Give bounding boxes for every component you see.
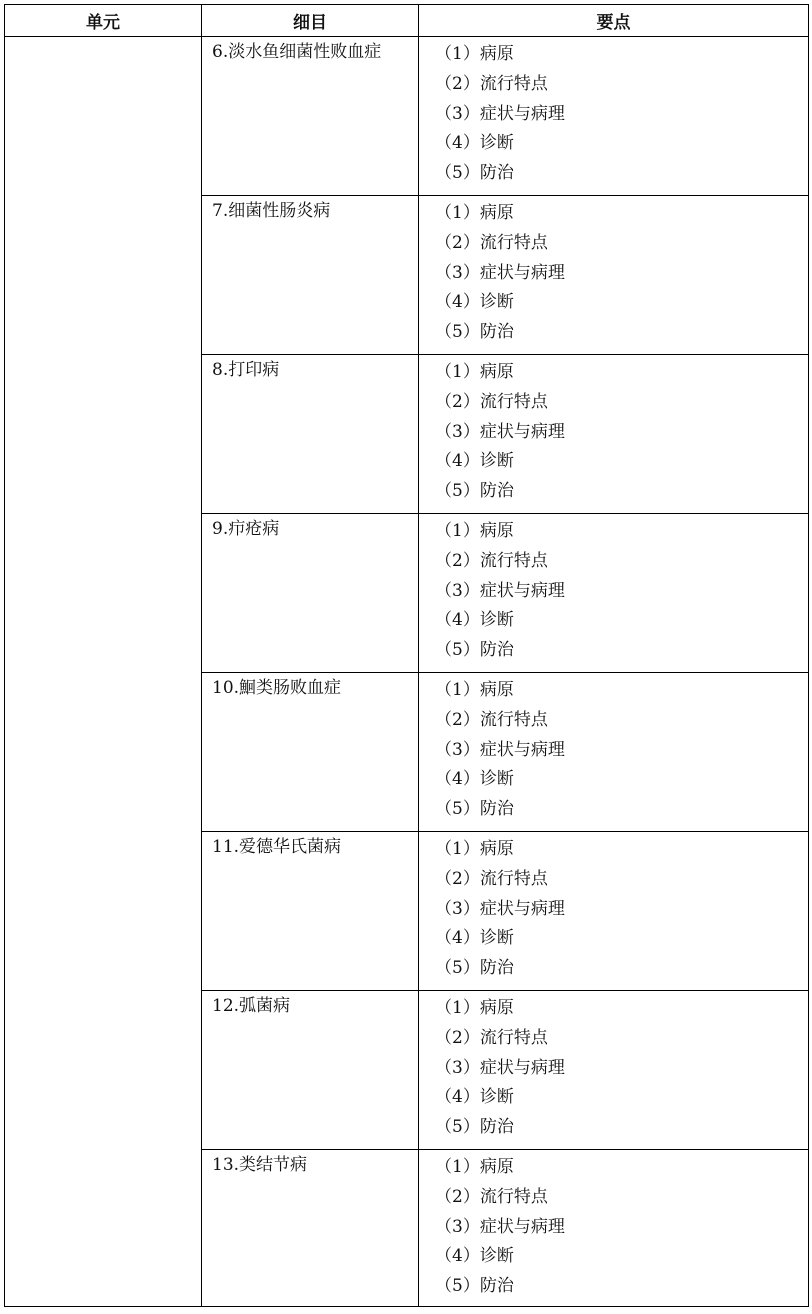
points-cell <box>419 514 809 673</box>
point-item: （2）流行特点 <box>435 1027 548 1048</box>
point-item: （1）病原 <box>435 203 514 223</box>
header-points: 要点 <box>419 5 809 37</box>
points-list <box>419 514 808 666</box>
points-cell <box>419 355 809 514</box>
points-list <box>419 673 808 825</box>
points-cell <box>419 991 809 1150</box>
detail-cell <box>202 355 419 514</box>
detail-text: 13.类结节病 <box>212 1155 308 1175</box>
point-item: （1）病原 <box>435 521 514 541</box>
point-item: （2）流行特点 <box>435 73 548 94</box>
point-item: （3）症状与病理 <box>435 739 565 760</box>
point-item: （4）诊断 <box>435 292 514 313</box>
point-item: （5）防治 <box>435 1276 514 1297</box>
point-item: （5）防治 <box>435 958 514 979</box>
table-header <box>5 5 809 37</box>
point-item: （5）防治 <box>435 1117 514 1138</box>
point-item: （2）流行特点 <box>435 232 548 253</box>
point-item: （3）症状与病理 <box>435 421 565 442</box>
detail-cell <box>202 673 419 832</box>
table-body <box>5 37 809 1307</box>
point-item: （4）诊断 <box>435 133 514 154</box>
point-item: （1）病原 <box>435 680 514 700</box>
header-unit: 单元 <box>5 5 202 37</box>
point-item: （3）症状与病理 <box>435 580 565 601</box>
points-list <box>419 355 808 507</box>
detail-text: 6.淡水鱼细菌性败血症 <box>212 42 382 62</box>
point-item: （5）防治 <box>435 640 514 661</box>
points-cell <box>419 1150 809 1307</box>
point-item: （3）症状与病理 <box>435 262 565 283</box>
detail-cell <box>202 1150 419 1307</box>
unit-cell <box>5 37 202 1307</box>
detail-cell <box>202 991 419 1150</box>
points-cell <box>419 832 809 991</box>
point-item: （1）病原 <box>435 362 514 382</box>
points-list <box>419 991 808 1143</box>
points-cell <box>419 673 809 832</box>
point-item: （5）防治 <box>435 163 514 184</box>
detail-cell <box>202 514 419 673</box>
points-list <box>419 196 808 348</box>
detail-text: 10.鮰类肠败血症 <box>212 678 342 698</box>
points-list <box>419 1150 808 1302</box>
header-row <box>5 5 809 37</box>
point-item: （2）流行特点 <box>435 1186 548 1207</box>
point-item: （2）流行特点 <box>435 709 548 730</box>
point-item: （1）病原 <box>435 839 514 859</box>
detail-cell <box>202 196 419 355</box>
point-item: （4）诊断 <box>435 928 514 949</box>
detail-text: 8.打印病 <box>212 360 280 380</box>
points-list <box>419 37 808 189</box>
point-item: （3）症状与病理 <box>435 898 565 919</box>
points-cell <box>419 196 809 355</box>
point-item: （2）流行特点 <box>435 391 548 412</box>
header-detail: 细目 <box>202 5 419 37</box>
table-row <box>5 37 809 196</box>
point-item: （1）病原 <box>435 998 514 1018</box>
point-item: （4）诊断 <box>435 1246 514 1267</box>
point-item: （4）诊断 <box>435 1087 514 1108</box>
points-list <box>419 832 808 984</box>
point-item: （2）流行特点 <box>435 550 548 571</box>
detail-text: 7.细菌性肠炎病 <box>212 201 331 221</box>
detail-text: 11.爱德华氏菌病 <box>212 837 342 857</box>
points-cell <box>419 37 809 196</box>
point-item: （5）防治 <box>435 322 514 343</box>
detail-cell <box>202 37 419 196</box>
point-item: （1）病原 <box>435 1157 514 1177</box>
point-item: （3）症状与病理 <box>435 1057 565 1078</box>
point-item: （3）症状与病理 <box>435 103 565 124</box>
point-item: （4）诊断 <box>435 769 514 790</box>
point-item: （5）防治 <box>435 481 514 502</box>
point-item: （3）症状与病理 <box>435 1216 565 1237</box>
point-item: （4）诊断 <box>435 451 514 472</box>
detail-cell <box>202 832 419 991</box>
point-item: （5）防治 <box>435 799 514 820</box>
syllabus-table <box>4 4 809 1307</box>
point-item: （1）病原 <box>435 44 514 64</box>
point-item: （4）诊断 <box>435 610 514 631</box>
detail-text: 12.弧菌病 <box>212 996 291 1016</box>
detail-text: 9.疖疮病 <box>212 519 280 539</box>
point-item: （2）流行特点 <box>435 868 548 889</box>
